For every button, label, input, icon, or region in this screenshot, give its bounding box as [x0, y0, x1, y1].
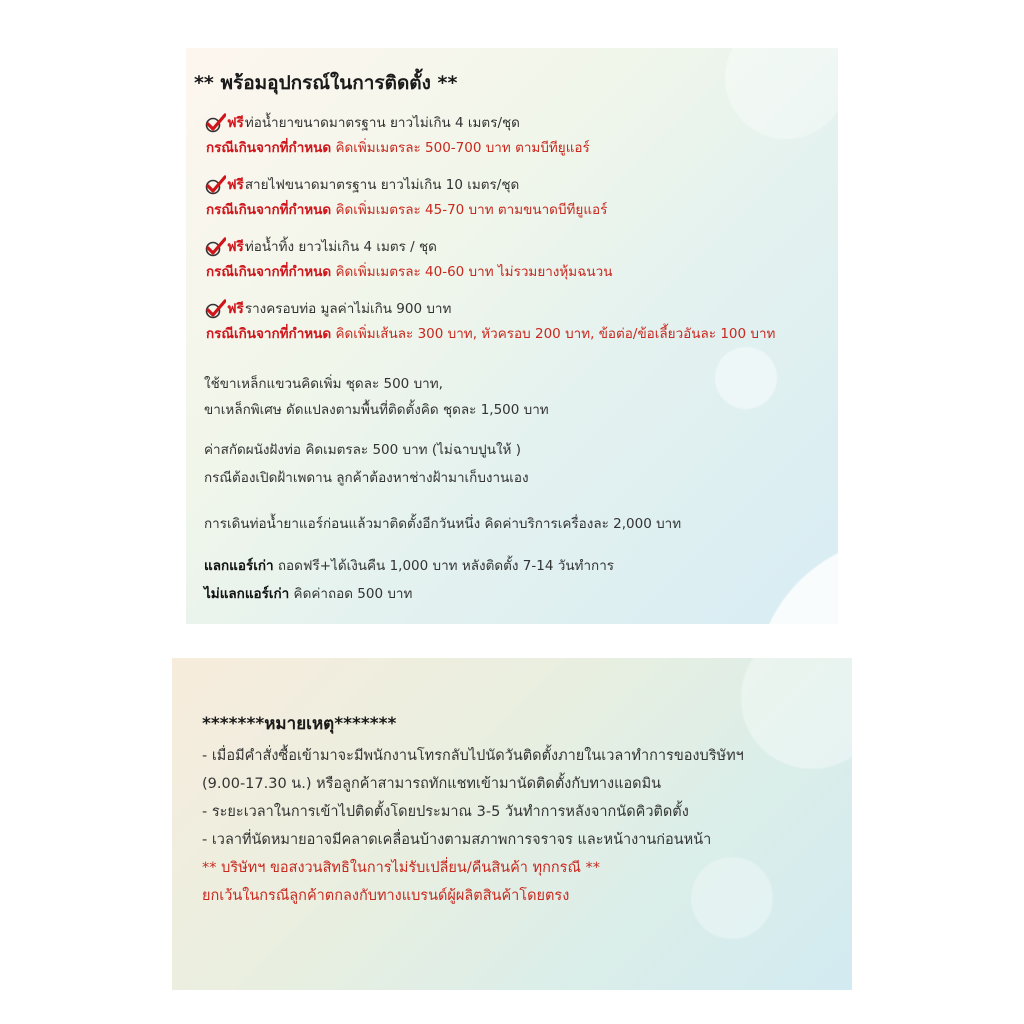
bracket-line-2: ขาเหล็กพิเศษ ดัดแปลงตามพื้นที่ติดตั้งคิด ชุดละ 1,500 บาท — [204, 402, 549, 418]
no-trade-in-label: ไม่แลกแอร์เก่า — [204, 586, 290, 602]
checkmark-icon — [204, 298, 226, 320]
checkmark-icon — [204, 112, 226, 134]
note-line: - เมื่อมีคำสั่งซื้อเข้ามาจะมีพนักงานโทรกลับไปนัดวันติดตั้งภายในเวลาทำการของบริษัทฯ — [202, 748, 744, 764]
condition-label: กรณีเกินจากที่กำหนด — [206, 202, 332, 218]
equipment-title: ** พร้อมอุปกรณ์ในการติดตั้ง ** — [194, 72, 458, 94]
condition-text: คิดเพิ่มเส้นละ 300 บาท, หัวครอบ 200 บาท, ข้อต่อ/ข้อเลี้ยวอันละ 100 บาท — [331, 326, 776, 342]
item-text: รางครอบท่อ มูลค่าไม่เกิน 900 บาท — [244, 301, 452, 317]
trade-in-text: ถอดฟรี+ได้เงินคืน 1,000 บาท หลังติดตั้ง 7-14 วันทำการ — [273, 558, 615, 574]
no-trade-in-text: คิดค่าถอด 500 บาท — [289, 586, 413, 602]
no-trade-in-line — [204, 580, 412, 608]
free-label: ฟรี — [227, 115, 244, 131]
wall-line-2: กรณีต้องเปิดฝ้าเพดาน ลูกค้าต้องหาช่างฝ้ามาเก็บงานเอง — [204, 470, 529, 486]
free-label: ฟรี — [227, 301, 244, 317]
condition-text: คิดเพิ่มเมตรละ 500-700 บาท ตามบีทียูแอร์ — [331, 140, 590, 156]
wall-line-1: ค่าสกัดผนังฝังท่อ คิดเมตรละ 500 บาท (ไม่ฉาบปูนให้ ) — [204, 442, 522, 458]
note-line: - ระยะเวลาในการเข้าไปติดตั้งโดยประมาณ 3-5 วันทำการหลังจากนัดคิวติดตั้ง — [202, 804, 689, 820]
equipment-item — [204, 296, 775, 346]
free-label: ฟรี — [227, 177, 244, 193]
condition-label: กรณีเกินจากที่กำหนด — [206, 140, 332, 156]
condition-text: คิดเพิ่มเมตรละ 45-70 บาท ตามขนาดบีทียูแอร์ — [331, 202, 608, 218]
trade-in-label: แลกแอร์เก่า — [204, 558, 274, 574]
checkmark-icon — [204, 236, 226, 258]
policy-line: ยกเว้นในกรณีลูกค้าตกลงกับทางแบรนด์ผู้ผลิตสินค้าโดยตรง — [202, 888, 570, 904]
pipe-service-line: การเดินท่อน้ำยาแอร์ก่อนแล้วมาติดตั้งอีกวันหนึ่ง คิดค่าบริการเครื่องละ 2,000 บาท — [204, 516, 682, 532]
free-label: ฟรี — [227, 239, 244, 255]
equipment-item — [204, 172, 607, 222]
condition-label: กรณีเกินจากที่กำหนด — [206, 264, 332, 280]
equipment-item — [204, 234, 612, 284]
note-line: (9.00-17.30 น.) หรือลูกค้าสามารถทักแชทเข้ามานัดติดตั้งกับทางแอดมิน — [202, 776, 662, 792]
item-text: ท่อน้ำยาขนาดมาตรฐาน ยาวไม่เกิน 4 เมตร/ชุด — [244, 115, 520, 131]
note-line: - เวลาที่นัดหมายอาจมีคลาดเคลื่อนบ้างตามสภาพการจราจร และหน้างานก่อนหน้า — [202, 832, 712, 848]
bracket-line-1: ใช้ขาเหล็กแขวนคิดเพิ่ม ชุดละ 500 บาท, — [204, 376, 443, 392]
item-text: สายไฟขนาดมาตรฐาน ยาวไม่เกิน 10 เมตร/ชุด — [244, 177, 520, 193]
policy-line: ** บริษัทฯ ขอสงวนสิทธิในการไม่รับเปลี่ยน/คืนสินค้า ทุกกรณี ** — [202, 860, 601, 876]
equipment-item — [204, 110, 590, 160]
notes-title: *******หมายเหตุ******* — [202, 714, 397, 734]
checkmark-icon — [204, 174, 226, 196]
item-text: ท่อน้ำทิ้ง ยาวไม่เกิน 4 เมตร / ชุด — [244, 239, 437, 255]
notes-card — [172, 658, 852, 990]
equipment-card — [186, 48, 838, 624]
trade-in-line — [204, 552, 614, 580]
condition-label: กรณีเกินจากที่กำหนด — [206, 326, 332, 342]
condition-text: คิดเพิ่มเมตรละ 40-60 บาท ไม่รวมยางหุ้มฉนวน — [331, 264, 613, 280]
